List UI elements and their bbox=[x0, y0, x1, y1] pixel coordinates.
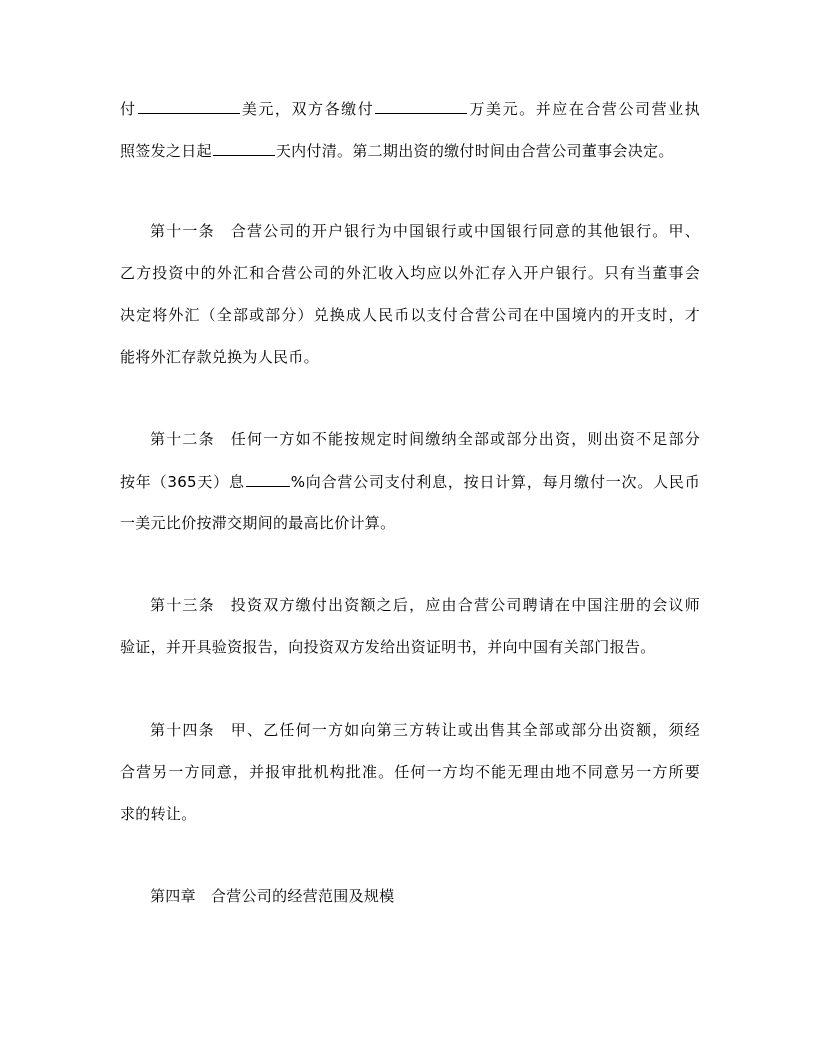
article-number: 第十二条 bbox=[150, 430, 215, 448]
text-fragment: 按年（365天）息 bbox=[120, 473, 245, 491]
paragraph-line: 决定将外汇（全部或部分）兑换成人民币以支付合营公司在中国境内的开支时，才 bbox=[120, 306, 700, 324]
paragraph-line: 乙方投资中的外汇和合营公司的外汇收入均应以外汇存入开户银行。只有当董事会 bbox=[120, 264, 700, 282]
article-number: 第十四条 bbox=[150, 721, 215, 739]
text-fragment: 付 bbox=[120, 100, 137, 118]
article-number: 第十一条 bbox=[150, 222, 215, 240]
blank-field bbox=[138, 98, 240, 114]
text-fragment: %向合营公司支付利息，按日计算，每月缴付一次。人民币 bbox=[290, 473, 700, 491]
blank-field bbox=[213, 140, 275, 156]
text-fragment: 天内付清。第二期出资的缴付时间由合营公司董事会决定。 bbox=[275, 142, 674, 160]
article-number: 第十三条 bbox=[150, 596, 215, 614]
blank-field bbox=[246, 471, 290, 487]
blank-field bbox=[375, 98, 467, 114]
text-fragment: 任何一方如不能按规定时间缴纳全部或部分出资，则出资不足部分 bbox=[229, 430, 701, 448]
paragraph-line: 一美元比价按滞交期间的最高比价计算。 bbox=[120, 514, 396, 532]
chapter-title: 合营公司的经营范围及规模 bbox=[210, 887, 395, 905]
text-fragment: 合营公司的开户银行为中国银行或中国银行同意的其他银行。甲、 bbox=[229, 222, 701, 240]
text-fragment: 万美元。并应在合营公司营业执 bbox=[468, 100, 700, 118]
text-fragment: 美元，双方各缴付 bbox=[240, 100, 375, 118]
paragraph-line bbox=[120, 471, 700, 492]
paragraph-line: 验证，并开具验资报告，向投资双方发给出资证明书，并向中国有关部门报告。 bbox=[120, 638, 656, 656]
paragraph-line: 合营另一方同意，并报审批机构批准。任何一方均不能无理由地不同意另一方所要 bbox=[120, 763, 700, 781]
article-14-heading-line bbox=[150, 720, 700, 740]
text-fragment: 投资双方缴付出资额之后，应由合营公司聘请在中国注册的会议师 bbox=[229, 596, 701, 614]
text-fragment: 照签发之日起 bbox=[120, 142, 212, 160]
paragraph-line bbox=[120, 140, 700, 161]
paragraph-line: 求的转让。 bbox=[120, 805, 197, 823]
paragraph-line bbox=[120, 98, 700, 119]
chapter-number: 第四章 bbox=[150, 887, 196, 905]
text-fragment: 甲、乙任何一方如向第三方转让或出售其全部或部分出资额，须经 bbox=[229, 721, 701, 739]
chapter-heading bbox=[150, 886, 700, 906]
article-12-heading-line bbox=[150, 429, 700, 449]
article-13-heading-line bbox=[150, 595, 700, 615]
article-11-heading-line bbox=[150, 221, 700, 241]
paragraph-line: 能将外汇存款兑换为人民币。 bbox=[120, 348, 319, 366]
